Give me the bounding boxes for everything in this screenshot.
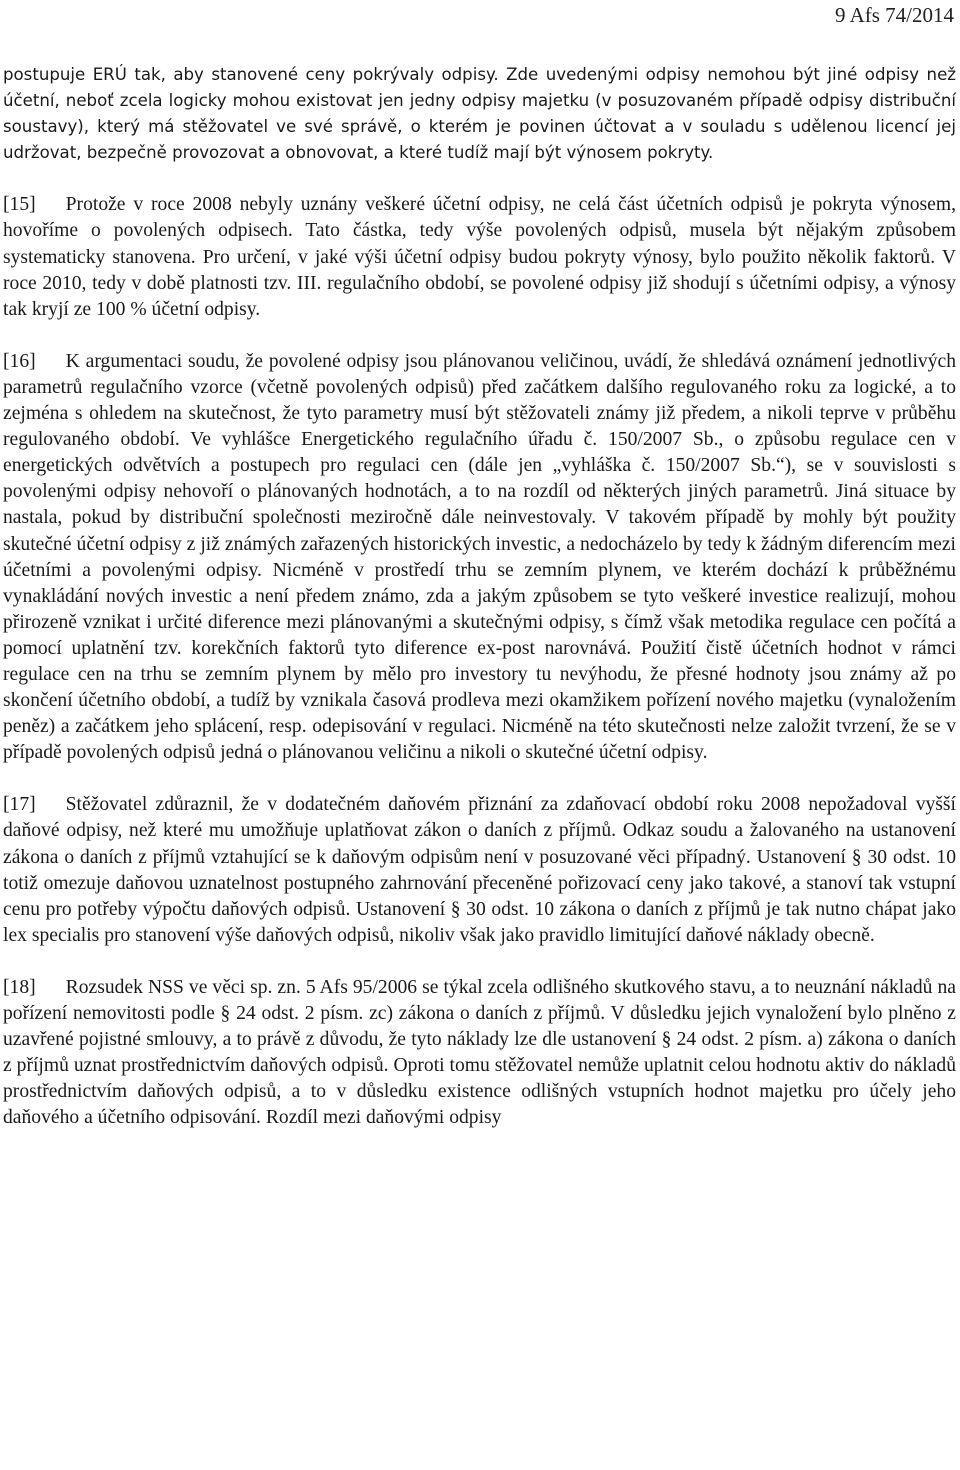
paragraph-number: [15] — [3, 194, 36, 216]
paragraph-number: [18] — [3, 976, 36, 998]
paragraph-text: Stěžovatel zdůraznil, že v dodatečném daňovém přiznání za zdaňovací období roku 2008 nepožadoval vyšší daňové odpisy, než které mu umožňuje uplatňovat zákon o daních z příjmů. Odkaz soudu a žalovaného na ustanovení zákona o daních z příjmů vztahující se k daňovým odpisům není v posuzované věci případný. Ustanovení § 30 odst. 10 totiž omezuje daňovou uznatelnost postupného zahrnování přeceněné pořizovací ceny jako takové, a stanoví tak vstupní cenu pro potřeby výpočtu daňových odpisů. Ustanovení § 30 odst. 10 zákona o daních z příjmů je tak nutno chápat jako lex specialis pro stanovení výše daňových odpisů, nikoliv však jako pravidlo limitující daňové náklady obecně. — [3, 794, 956, 946]
paragraph-text: postupuje ERÚ tak, aby stanovené ceny pokrývaly odpisy. Zde uvedenými odpisy nemohou být jiné odpisy než účetní, neboť zcela logicky mohou existovat jen jedny odpisy majetku (v posuzovaném případě odpisy distribuční soustavy), který má stěžovatel ve své správě, o kterém je povinen účtovat a v souladu s udělenou licencí jej udržovat, bezpečně provozovat a obnovovat, a které tudíž mají být výnosem pokryty. — [3, 65, 956, 163]
paragraph-text: Rozsudek NSS ve věci sp. zn. 5 Afs 95/2006 se týkal zcela odlišného skutkového stavu, a to neuznání nákladů na pořízení nemovitosti podle § 24 odst. 2 písm. zc) zákona o daních z příjmů. V důsledku jejich vynaložení bylo plněno z uzavřené pojistné smlouvy, a to právě z důvodu, že tyto náklady lze dle ustanovení § 24 odst. 2 písm. a) zákona o daních z příjmů uznat prostřednictvím daňových odpisů. Oproti tomu stěžovatel nemůže uplatnit celou hodnotu aktiv do nákladů prostřednictvím daňových odpisů, a to v důsledku existence odlišných vstupních hodnot majetku pro účely jeho daňového a účetního odpisování. Rozdíl mezi daňovými odpisy — [3, 976, 956, 1129]
paragraph-text: Protože v roce 2008 nebyly uznány veškeré účetní odpisy, ne celá část účetních odpisů je pokryta výnosem, hovoříme o povolených odpisech. Tato částka, tedy výše povolených odpisů, musela být nějakým způsobem systematicky stanovena. Pro určení, v jaké výši účetní odpisy budou pokryty výnosy, bylo použito několik faktorů. V roce 2010, tedy v době platnosti tzv. III. regulačního období, se povolené odpisy již shodují s účetními odpisy, a výnosy tak kryjí ze 100 % účetní odpisy. — [3, 194, 956, 320]
paragraph-continuation — [3, 62, 956, 166]
paragraph-text: K argumentaci soudu, že povolené odpisy jsou plánovanou veličinou, uvádí, že shledává oznámení jednotlivých parametrů regulačního vzorce (včetně povolených odpisů) před začátkem dalšího regulovaného roku za logické, a to zejména s ohledem na skutečnost, že tyto parametry musí být stěžovateli známy již předem, a nikoli teprve v průběhu regulovaného období. Ve vyhlášce Energetického regulačního úřadu č. 150/2007 Sb., o způsobu regulace cen v energetických odvětvích a postupech pro regulaci cen (dále jen „vyhláška č. 150/2007 Sb.“), se v souvislosti s povolenými odpisy nehovoří o plánovaných hodnotách, a to na rozdíl od některých jiných parametrů. Jiná situace by nastala, pokud by distribuční společnosti meziročně dále neinvestovaly. V takovém případě by mohly být použity skutečné účetní odpisy z již známých zařazených historických investic, a nedocházelo by tedy k žádným diferencím mezi účetními a povolenými odpisy. Nicméně v prostředí trhu se zemním plynem, ve kterém dochází k průběžnému vynakládání nových investic a není předem známo, zda a jakým způsobem se tyto veškeré investice realizují, mohou přirozeně vznikat i určité diference mezi plánovanými a skutečnými odpisy, s čímž však metodika regulace cen počítá a pomocí uplatnění tzv. korekčních faktorů tyto diference ex-post narovnává. Použití čistě účetních hodnot v rámci regulace cen na trhu se zemním plynem by mělo pro investory tu nevýhodu, že přesné hodnoty jsou známy až po skončení účetního období, a tudíž by vznikala časová prodleva mezi okamžikem pořízení nového majetku (vynaložením peněz) a začátkem jeho splácení, resp. odepisování v regulaci. Nicméně na této skutečnosti nelze založit tvrzení, že se v případě povolených odpisů jedná o plánovanou veličinu a nikoli o skutečné účetní odpisy. — [3, 350, 956, 764]
paragraph-18 — [3, 975, 956, 1132]
paragraph-17 — [3, 792, 956, 949]
paragraph-number: [16] — [3, 350, 36, 372]
paragraph-number: [17] — [3, 794, 36, 816]
paragraph-15 — [3, 192, 956, 322]
paragraph-16 — [3, 349, 956, 767]
document-body — [3, 62, 956, 1157]
case-reference-header: 9 Afs 74/2014 — [834, 3, 954, 27]
